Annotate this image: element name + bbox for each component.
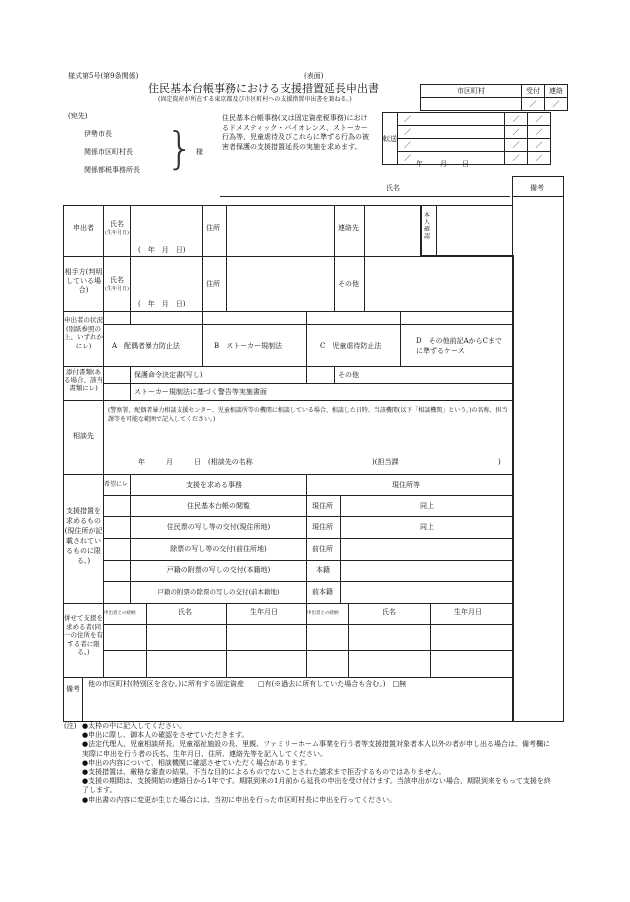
- addressee-item: 関係都税事務所長: [84, 166, 140, 174]
- document-protection-order[interactable]: 保護命令決定書(写し): [134, 371, 203, 379]
- applicant-name-label: 氏名: [386, 184, 400, 192]
- date-day: 日: [462, 160, 469, 168]
- office-box: [420, 84, 568, 111]
- support-affair: 住民票の写し等の交付(現住所地): [166, 523, 271, 531]
- applicant-dob[interactable]: ( 年 月 日): [138, 246, 186, 254]
- note-item: ●支援の期間は、支援開始の連絡日から1年です。期限到来の1月前から延長の申出を受け付けます。当該申出がない場合、期限到来をもって支援を終了します。: [82, 777, 551, 795]
- notes-list: [82, 722, 552, 805]
- support-affair: 戸籍の附票の除票の写しの交付(前本籍地): [157, 588, 280, 596]
- status-label: 申出者の状況(別紙参照の上、いずれかにレ): [64, 316, 103, 350]
- transfer-slash: ／: [528, 139, 551, 152]
- support-label: 支援措置を求めるもの(現住所が記載されているものに限る。): [64, 507, 103, 565]
- status-option-d[interactable]: D その他前記AからCまでに準ずるケース: [416, 337, 503, 355]
- partner-dob[interactable]: ( 年 月 日): [138, 300, 186, 308]
- partner-name-field-label: 氏名: [110, 276, 124, 284]
- addressee-item: 関係市区町村長: [84, 148, 133, 156]
- notes-lead: (注): [64, 722, 77, 730]
- office-col-contact: 連絡: [545, 85, 568, 98]
- status-option-a[interactable]: A 配偶者暴力防止法: [112, 342, 181, 350]
- transfer-slash: ／: [398, 139, 505, 152]
- status-option-b[interactable]: B ストーカー規制法: [214, 342, 283, 350]
- transfer-label: 転送: [383, 113, 398, 165]
- note-item: ●申出書の内容に変更が生じた場合には、当初に申出を行った市区町村長に申出を行ってください。: [82, 795, 397, 804]
- support-affair: 戸籍の附票の写しの交付(本籍地): [166, 566, 271, 574]
- partner-dob-note: (生年月日): [105, 286, 129, 292]
- applicant-name-field-label: 氏名: [110, 220, 124, 228]
- co-relation-header: 申出者との続柄: [104, 611, 136, 616]
- support-place: 本籍: [316, 566, 330, 574]
- transfer-slash: ／: [528, 113, 551, 126]
- front-label: (表面): [304, 72, 324, 80]
- request-statement: 住民基本台帳事務(又は固定資産税事務)におけるドメスティック・バイオレンス、ストーカー行為等、児童虐待及びこれらに準ずる行為の被害者保護の支援措置延長の実施を求めます。: [222, 114, 369, 151]
- note-item: ●法定代理人、児童相談所長、児童福祉施設の長、里親、ファミリーホーム事業を行う者等支援措置対象者本人以外の者が申し出る場合は、備考欄に実際に申出を行う者の氏名、生年月日、住所、連絡先等を記入してください。: [82, 740, 550, 758]
- co-relation-header: 申出者との続柄: [307, 611, 339, 616]
- remarks-label: 備考: [66, 685, 80, 693]
- office-col-municipality: 市区町村: [421, 85, 522, 98]
- addressee-sama: 様: [196, 148, 203, 156]
- support-affair-header: 支援を求める事務: [186, 481, 242, 489]
- transfer-slash: ／: [528, 126, 551, 139]
- remarks-header: 備考: [530, 184, 544, 192]
- applicant-label: 申出者: [73, 224, 94, 232]
- support-place: 前本籍: [312, 588, 333, 596]
- consultation-label: 相談先: [73, 432, 94, 440]
- support-value: 同上: [420, 523, 434, 531]
- document-other[interactable]: その他: [338, 371, 359, 379]
- addressee-item: 伊勢市長: [84, 130, 112, 138]
- consultation-staff-line[interactable]: )(担当課: [372, 458, 399, 466]
- identity-check-label: 本人確認: [424, 212, 431, 240]
- status-option-c[interactable]: C 児童虐待防止法: [320, 342, 382, 350]
- document-stalker-warning[interactable]: ストーカー規制法に基づく警告等実施書面: [134, 388, 267, 396]
- support-affair: 除票の写し等の交付(前住所地): [170, 545, 267, 553]
- support-place: 前住所: [312, 545, 333, 553]
- co-dob-header: 生年月日: [454, 608, 482, 616]
- note-item: ●支援措置は、厳格な審査の結果、不当な目的によるものでないことされた請求まで拒否するものではありません。: [82, 768, 446, 777]
- partner-label: 相手方(判明している場合): [64, 268, 103, 294]
- transfer-slash: ／: [505, 152, 528, 165]
- remarks-fixed-assets[interactable]: 他の市区町村(特別区を含む。)に所有する固定資産 □有(※過去に所有していた場合も含む。) □無: [88, 680, 407, 688]
- documents-label: 添付書類(ある場合、該当書類にレ): [64, 368, 103, 392]
- transfer-slash: ／: [505, 113, 528, 126]
- consultation-close: ): [498, 458, 501, 466]
- office-slash: ／: [545, 98, 568, 111]
- note-item: ●申出の内容について、相談機関に確認させていただく場合があります。: [82, 758, 312, 767]
- date-month: 月: [440, 160, 447, 168]
- transfer-slash: ／: [528, 152, 551, 165]
- transfer-slash: ／: [398, 152, 505, 165]
- support-affair: 住民基本台帳の閲覧: [187, 502, 250, 510]
- form-number: 様式第5号(第9条関係): [68, 72, 139, 80]
- partner-other-label: その他: [338, 280, 359, 288]
- note-item: ●太枠の中に記入してください。: [82, 722, 187, 730]
- co-name-header: 氏名: [382, 608, 396, 616]
- transfer-slash: ／: [505, 139, 528, 152]
- co-name-header: 氏名: [178, 608, 192, 616]
- page-subtitle: (固定資産が所在する東京都及び市区町村への支援措置申出書を兼ねる。): [158, 96, 352, 103]
- support-check-header: 希望にレ: [104, 481, 129, 488]
- transfer-slash: ／: [398, 126, 505, 139]
- applicant-address-label: 住所: [206, 224, 220, 232]
- transfer-slash: ／: [398, 113, 505, 126]
- office-col-received: 受付: [522, 85, 545, 98]
- brace-icon: }: [166, 123, 194, 174]
- office-slash: ／: [522, 98, 545, 111]
- date-year: 年: [416, 160, 423, 168]
- transfer-slash: ／: [505, 126, 528, 139]
- page-title: 住民基本台帳事務における支援措置延長申出書: [148, 82, 379, 95]
- support-address-header: 現住所等: [392, 481, 420, 489]
- support-place: 現住所: [312, 523, 333, 531]
- co-dob-header: 生年月日: [250, 608, 278, 616]
- support-place: 現住所: [312, 502, 333, 510]
- note-item: ●申出に際し、御本人の確認をさせていただきます。: [82, 731, 249, 740]
- co-applicants-label: 併せて支援を求める者(同一の住所を有する者に限る。): [64, 614, 103, 656]
- consultation-date-line[interactable]: 年 月 日 (相談先の名称: [138, 458, 253, 466]
- consultation-note: (警察署、配偶者暴力相談支援センター、児童相談所等の機関に相談している場合、相談した日時、当該機関(以下「相談機関」という。)の名称、担当課等を可能な範囲で記入してください。): [108, 407, 508, 423]
- partner-address-label: 住所: [206, 280, 220, 288]
- applicant-dob-note: (生年月日): [105, 230, 129, 236]
- support-value: 同上: [420, 502, 434, 510]
- addressee-label: (宛先): [68, 112, 88, 120]
- transfer-box: [382, 112, 551, 165]
- applicant-contact-label: 連絡先: [338, 224, 359, 232]
